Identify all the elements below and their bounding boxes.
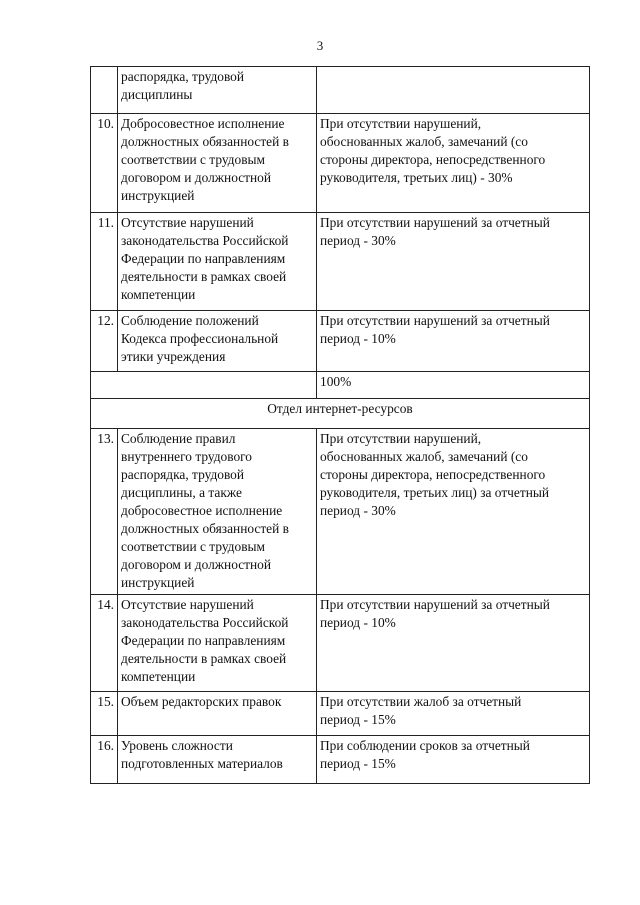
condition-cell: При отсутствии нарушений за отчетный период - 10% <box>317 595 590 692</box>
page-number: 3 <box>316 38 324 53</box>
section-row <box>91 399 590 429</box>
condition-cell: При отсутствии нарушений за отчетный период - 30% <box>317 213 590 311</box>
total-label-cell <box>91 372 317 399</box>
condition-cell <box>317 67 590 114</box>
condition-cell: При соблюдении сроков за отчетный период - 15% <box>317 736 590 784</box>
table-row <box>91 114 590 213</box>
table-row <box>91 213 590 311</box>
criterion-cell: Добросовестное исполнение должностных обязанностей в соответствии с трудовым договором и должностной инструкцией <box>118 114 317 213</box>
total-value: 100% <box>317 372 590 399</box>
table-row <box>91 736 590 784</box>
criterion-cell: Соблюдение правил внутреннего трудового распорядка, трудовой дисциплины, а также добросовестное исполнение должностных обязанностей в соответствии с трудовым договором и должностной инструкцией <box>118 429 317 595</box>
row-number <box>91 67 118 114</box>
condition-cell: При отсутствии нарушений, обоснованных жалоб, замечаний (со стороны директора, непосредственного руководителя, третьих лиц) - 30% <box>317 114 590 213</box>
table-row <box>91 595 590 692</box>
criterion-cell: Объем редакторских правок <box>118 692 317 736</box>
row-number: 12. <box>91 311 118 372</box>
table-row <box>91 67 590 114</box>
row-number: 14. <box>91 595 118 692</box>
criterion-cell: Соблюдение положений Кодекса профессиональной этики учреждения <box>118 311 317 372</box>
table-row <box>91 429 590 595</box>
table-row <box>91 692 590 736</box>
condition-cell: При отсутствии нарушений за отчетный период - 10% <box>317 311 590 372</box>
criterion-cell: распорядка, трудовой дисциплины <box>118 67 317 114</box>
criteria-table <box>90 66 590 784</box>
condition-cell: При отсутствии нарушений, обоснованных жалоб, замечаний (со стороны директора, непосредственного руководителя, третьих лиц) за отчетный период - 30% <box>317 429 590 595</box>
condition-cell: При отсутствии жалоб за отчетный период - 15% <box>317 692 590 736</box>
section-title: Отдел интернет-ресурсов <box>91 399 590 429</box>
row-number: 15. <box>91 692 118 736</box>
row-number: 11. <box>91 213 118 311</box>
criterion-cell: Отсутствие нарушений законодательства Российской Федерации по направлениям деятельности в рамках своей компетенции <box>118 213 317 311</box>
criterion-cell: Отсутствие нарушений законодательства Российской Федерации по направлениям деятельности в рамках своей компетенции <box>118 595 317 692</box>
row-number: 13. <box>91 429 118 595</box>
row-number: 16. <box>91 736 118 784</box>
total-row <box>91 372 590 399</box>
criterion-cell: Уровень сложности подготовленных материалов <box>118 736 317 784</box>
table-row <box>91 311 590 372</box>
row-number: 10. <box>91 114 118 213</box>
